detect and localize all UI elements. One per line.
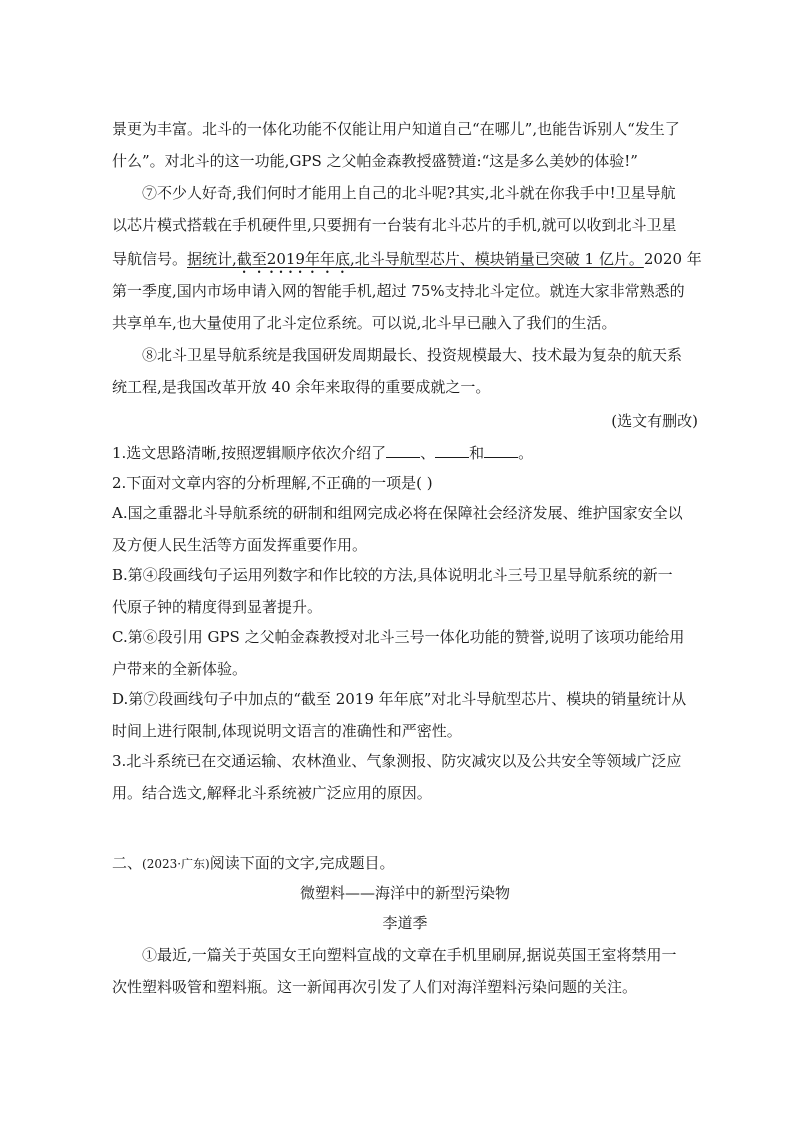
answer-blank-1[interactable] [386, 443, 420, 458]
question-1-conjunction: 和 [469, 444, 485, 462]
article-2-paragraph-1-line-1: ①最近,一篇关于英国女王向塑料宣战的文章在手机里刷屏,据说英国王室将禁用一 [142, 946, 677, 964]
section-source: (2023·广东) [142, 857, 210, 871]
underlined-text-b: ,北斗导航型芯片、模块销量已突破 1 亿片。 [349, 250, 644, 268]
question-1 [112, 442, 698, 464]
source-note: (选文有删改) [611, 412, 698, 430]
answer-blank-3[interactable] [484, 443, 518, 458]
option-c-line-1: C.第⑥段引用 GPS 之父帕金森教授对北斗三号一体化功能的赞誉,说明了该项功能给用 [112, 628, 685, 646]
paragraph-7-line-3 [112, 248, 702, 270]
question-3-line-1: 3.北斗系统已在交通运输、农林渔业、气象测报、防灾减灾以及公共安全等领域广泛应 [112, 752, 682, 770]
section-2-heading [112, 852, 698, 874]
question-3-line-2: 用。结合选文,解释北斗系统被广泛应用的原因。 [112, 784, 432, 802]
article-2-author: 李道季 [382, 914, 428, 932]
option-a-line-1: A.国之重器北斗导航系统的研制和组网完成必将在保障社会经济发展、维护国家安全以 [112, 504, 683, 522]
option-a-line-2: 及方便人民生活等方面发挥重要作用。 [112, 536, 368, 554]
question-1-separator: 、 [420, 444, 436, 462]
paragraph-7-line-4: 第一季度,国内市场申请入网的智能手机,超过 75%支持北斗定位。就连大家非常熟悉的 [112, 282, 685, 300]
article-2-paragraph-1-line-2: 次性塑料吸管和塑料瓶。这一新闻再次引发了人们对海洋塑料污染问题的关注。 [112, 978, 638, 996]
underlined-text-a: 据统计, [187, 250, 237, 268]
question-2: 2.下面对文章内容的分析理解,不正确的一项是( ) [112, 474, 433, 492]
dotted-phrase: 截至2019年年底 [236, 250, 350, 268]
option-c-line-2: 户带来的全新体验。 [112, 660, 248, 678]
option-b-line-1: B.第④段画线句子运用列数字和作比较的方法,具体说明北斗三号卫星导航系统的新一 [112, 566, 673, 584]
answer-blank-2[interactable] [435, 443, 469, 458]
section-instruction: 阅读下面的文字,完成题目。 [209, 854, 395, 872]
paragraph-7-line-2: 以芯片模式搭载在手机硬件里,只要拥有一台装有北斗芯片的手机,就可以收到北斗卫星 [112, 216, 677, 234]
paragraph-6-continued-line-2: 什么”。对北斗的这一功能,GPS 之父帕金森教授盛赞道:“这是多么美妙的体验!” [112, 152, 638, 170]
option-d-line-1: D.第⑦段画线句子中加点的“截至 2019 年年底”对北斗导航型芯片、模块的销量统计从 [112, 690, 687, 708]
paragraph-7-line-5: 共享单车,也大量使用了北斗定位系统。可以说,北斗早已融入了我们的生活。 [112, 314, 617, 332]
paragraph-7-text-tail: 2020 年 [643, 250, 702, 268]
option-b-line-2: 代原子钟的精度得到显著提升。 [112, 598, 323, 616]
paragraph-7-text: 导航信号。 [112, 250, 188, 268]
option-d-line-2: 时间上进行限制,体现说明文语言的准确性和严密性。 [112, 722, 462, 740]
paragraph-8-line-2: 统工程,是我国改革开放 40 余年来取得的重要成就之一。 [112, 378, 491, 396]
question-1-end: 。 [518, 444, 534, 462]
paragraph-6-continued-line-1: 景更为丰富。北斗的一体化功能不仅能让用户知道自己“在哪儿”,也能告诉别人“发生了 [112, 120, 680, 138]
question-1-text: 1.选文思路清晰,按照逻辑顺序依次介绍了 [112, 444, 387, 462]
section-number: 二、 [112, 854, 143, 872]
paragraph-8-line-1: ⑧北斗卫星导航系统是我国研发周期最长、投资规模最大、技术最为复杂的航天系 [142, 346, 683, 364]
underlined-sentence-start [187, 250, 644, 268]
paragraph-7-line-1: ⑦不少人好奇,我们何时才能用上自己的北斗呢?其实,北斗就在你我手中!卫星导航 [142, 184, 676, 202]
article-2-title: 微塑料——海洋中的新型污染物 [299, 884, 510, 902]
